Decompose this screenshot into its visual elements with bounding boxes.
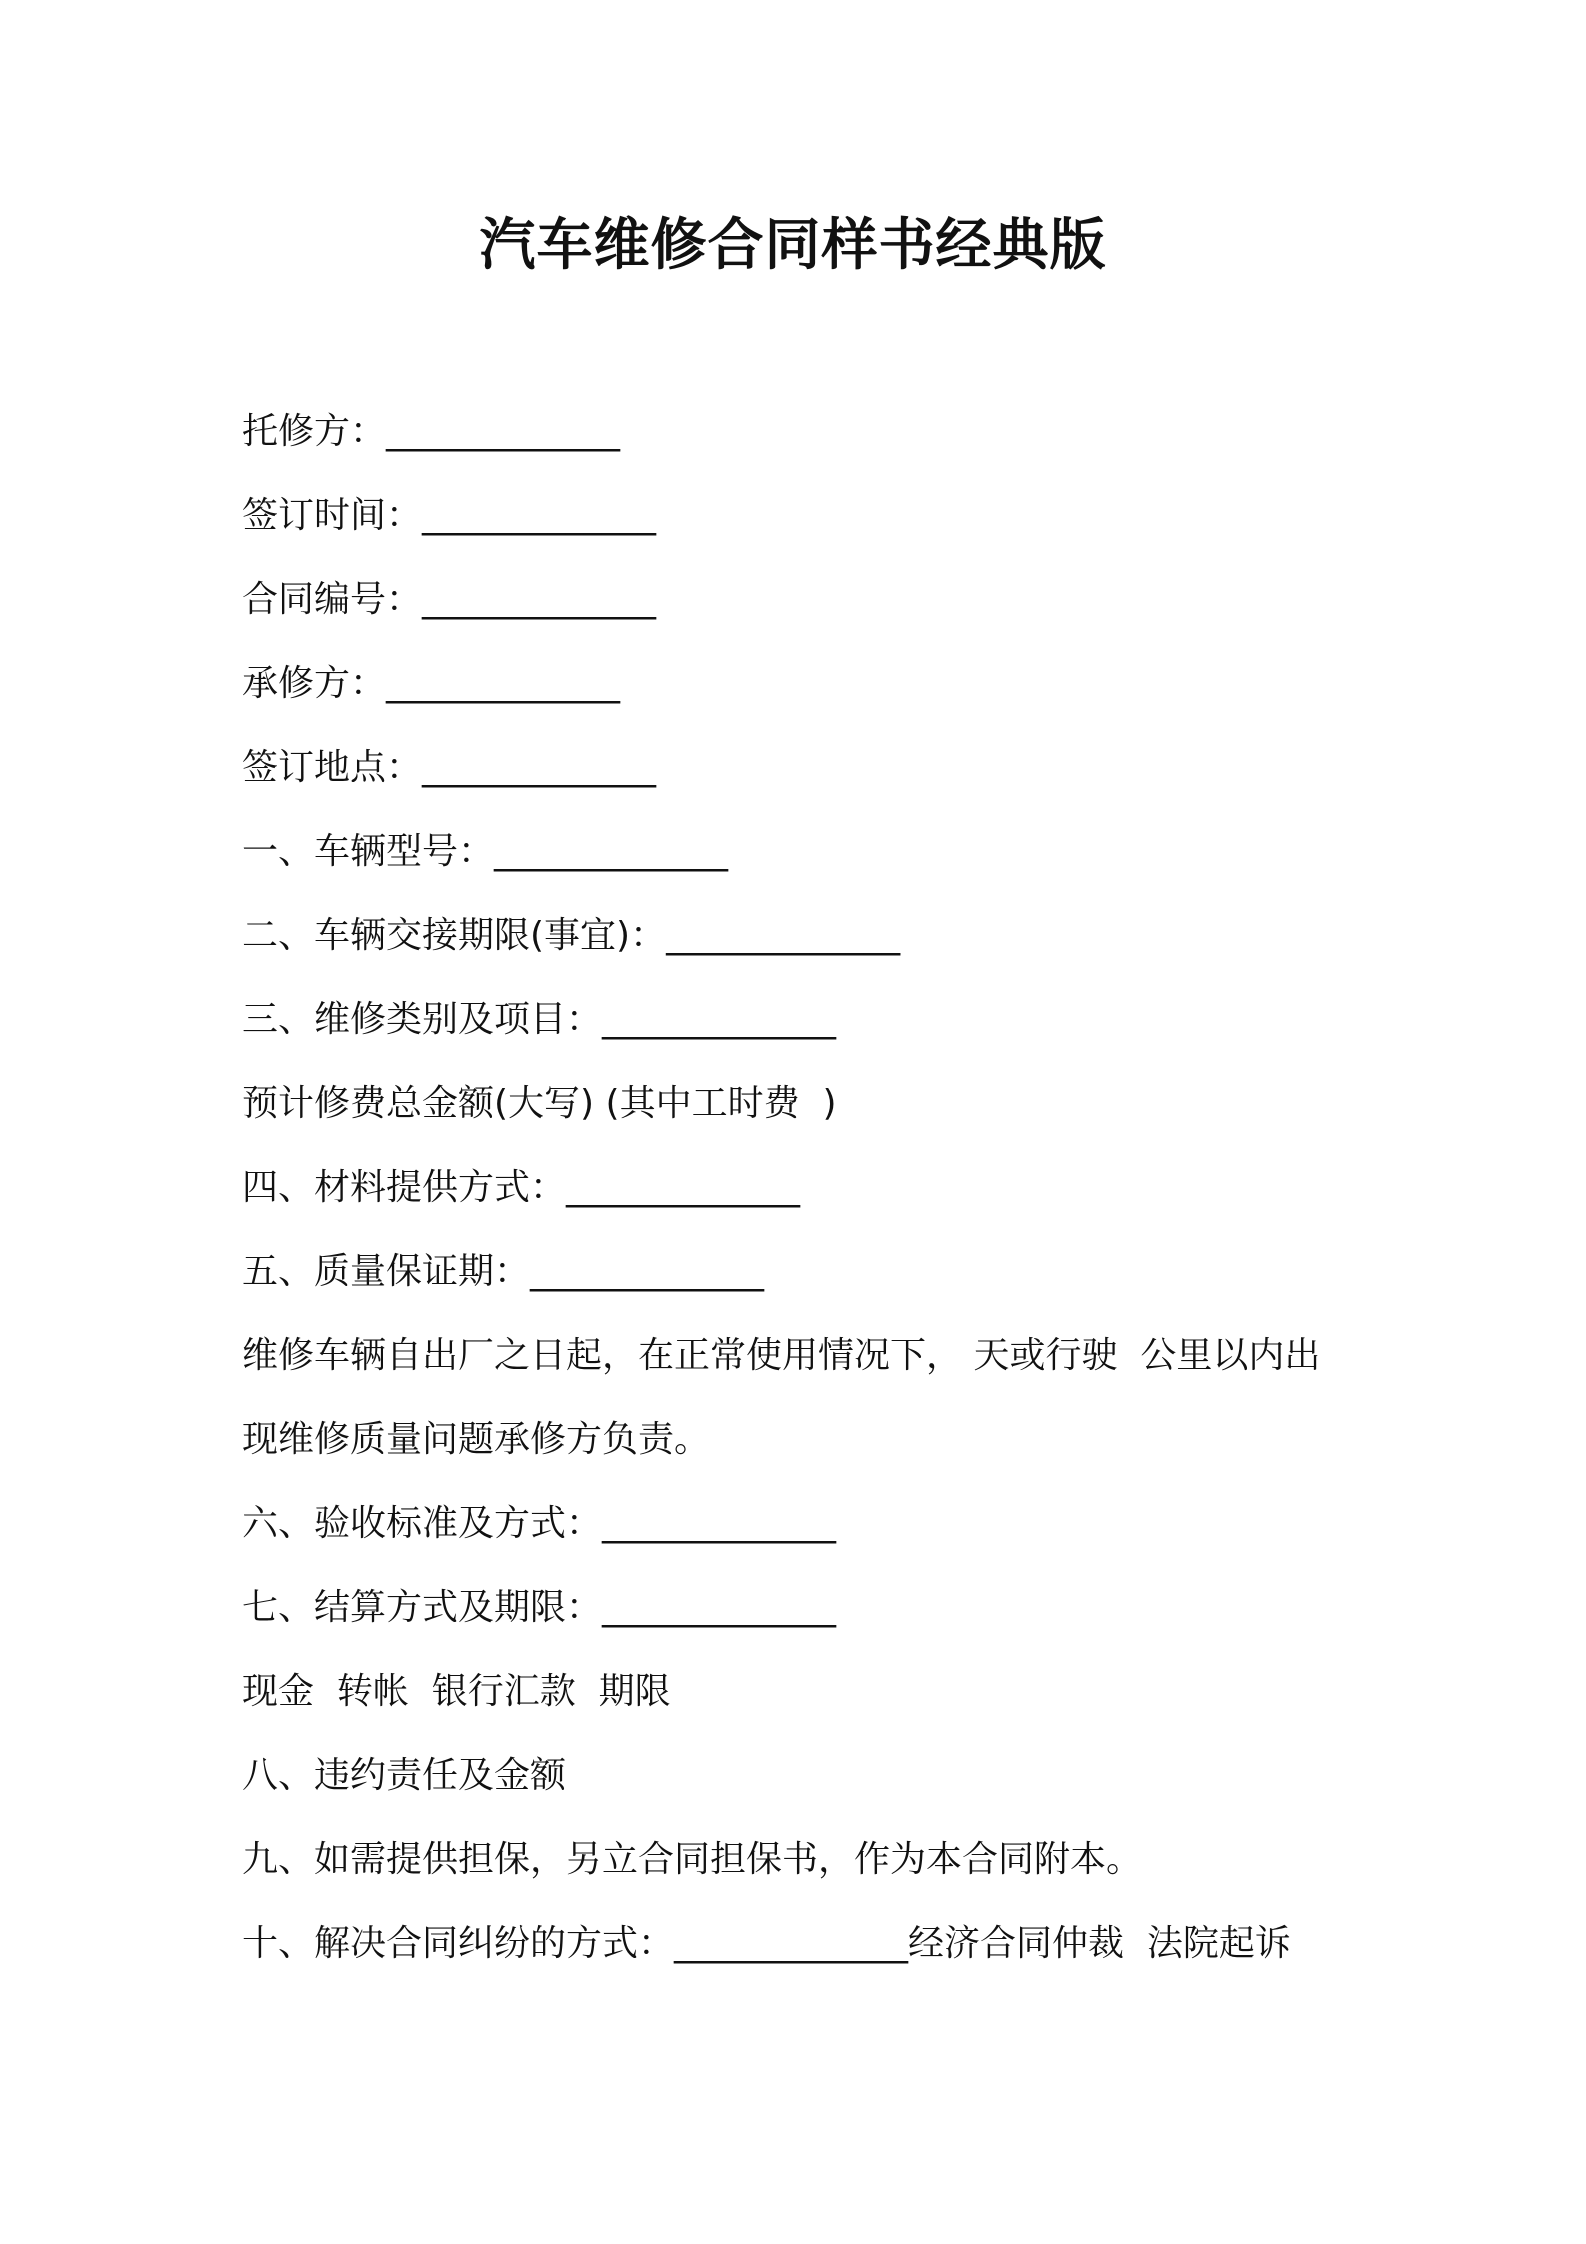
field-sign-date: 签订时间：_____________ xyxy=(242,495,657,536)
field-repairer: 承修方：_____________ xyxy=(242,663,621,704)
clause-1-vehicle-model: 一、车辆型号：_____________ xyxy=(242,831,729,872)
clause-8-liability: 八、违约责任及金额 xyxy=(242,1755,567,1796)
field-client: 托修方：_____________ xyxy=(242,411,621,452)
clause-6-acceptance: 六、验收标准及方式：_____________ xyxy=(242,1503,837,1544)
clause-5-warranty-period: 五、质量保证期：_____________ xyxy=(242,1251,765,1292)
estimated-total-fee: 预计修费总金额(大写) (其中工时费 ) xyxy=(242,1083,837,1124)
clause-10-dispute-resolution: 十、解决合同纠纷的方式：_____________经济合同仲裁 法院起诉 xyxy=(242,1923,1291,1964)
clause-9-guarantee: 九、如需提供担保，另立合同担保书，作为本合同附本。 xyxy=(242,1839,1143,1880)
clause-2-handover-period: 二、车辆交接期限(事宜)：_____________ xyxy=(242,915,901,956)
warranty-text-line-1: 维修车辆自出厂之日起，在正常使用情况下， 天或行驶 公里以内出 xyxy=(242,1335,1321,1376)
clause-3-repair-category: 三、维修类别及项目：_____________ xyxy=(242,999,837,1040)
clause-7-settlement: 七、结算方式及期限：_____________ xyxy=(242,1587,837,1628)
clause-4-material-supply: 四、材料提供方式：_____________ xyxy=(242,1167,801,1208)
field-sign-location: 签订地点：_____________ xyxy=(242,747,657,788)
document-title: 汽车维修合同样书经典版 xyxy=(479,213,1107,278)
field-contract-number: 合同编号：_____________ xyxy=(242,579,657,620)
payment-options: 现金 转帐 银行汇款 期限 xyxy=(242,1671,671,1712)
warranty-text-line-2: 现维修质量问题承修方负责。 xyxy=(242,1419,711,1460)
